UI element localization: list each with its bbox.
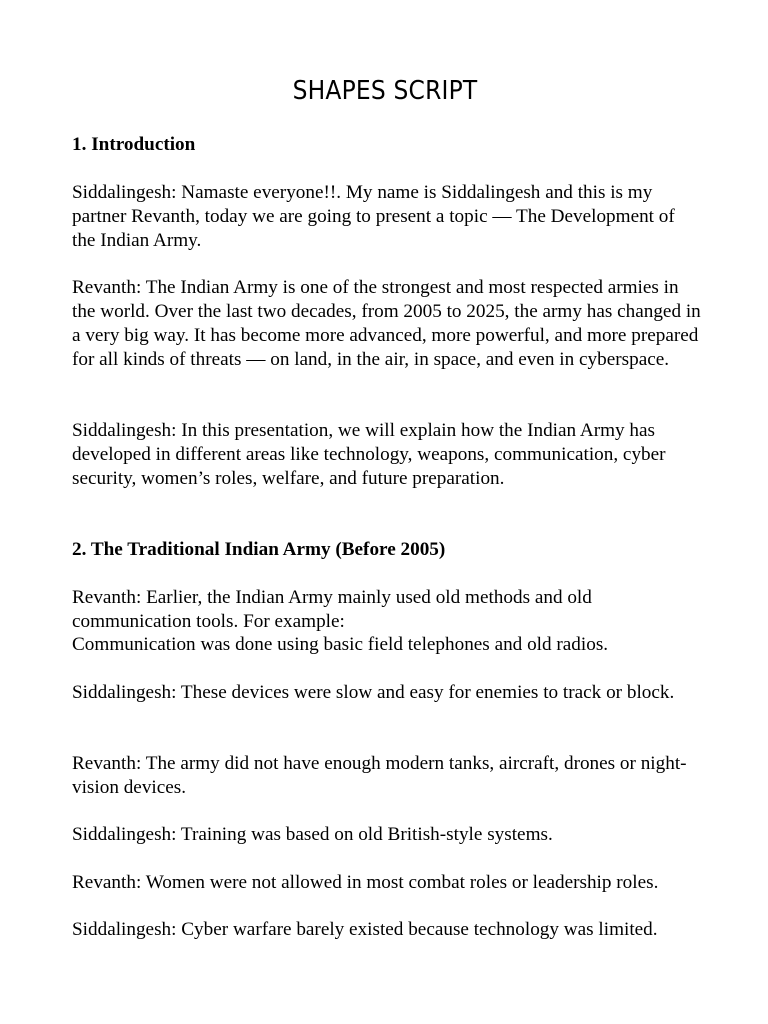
paragraph: Communication was done using basic field telephones and old radios.	[72, 634, 609, 655]
document-title: SHAPES SCRIPT	[292, 76, 478, 106]
paragraph: Siddalingesh: Training was based on old British-style systems.	[72, 824, 553, 845]
section-heading-introduction: 1. Introduction	[72, 134, 196, 155]
paragraph: Siddalingesh: In this presentation, we will explain how the Indian Army has developed in different areas like technology, weapons, communication, cyber security, women’s roles, welfare, and future preparation.	[72, 420, 666, 489]
paragraph: Revanth: Earlier, the Indian Army mainly used old methods and old communication tools. For example:	[72, 587, 592, 632]
paragraph: Siddalingesh: Namaste everyone!!. My name is Siddalingesh and this is my partner Revanth, today we are going to present a topic — The Development of the Indian Army.	[72, 182, 675, 251]
paragraph: Siddalingesh: These devices were slow and easy for enemies to track or block.	[72, 682, 675, 703]
paragraph: Siddalingesh: Cyber warfare barely existed because technology was limited.	[72, 919, 658, 940]
paragraph: Revanth: Women were not allowed in most combat roles or leadership roles.	[72, 872, 659, 893]
paragraph: Revanth: The Indian Army is one of the strongest and most respected armies in the world. Over the last two decades, from 2005 to 2025, the army has changed in a very big way. It has become more advanced, more powerful, and more prepared for all kinds of threats — on land, in the air, in space, and even in cyberspace.	[72, 277, 701, 370]
section-heading-traditional-army: 2. The Traditional Indian Army (Before 2005)	[72, 539, 446, 560]
paragraph: Revanth: The army did not have enough modern tanks, aircraft, drones or night-vision devices.	[72, 753, 687, 798]
